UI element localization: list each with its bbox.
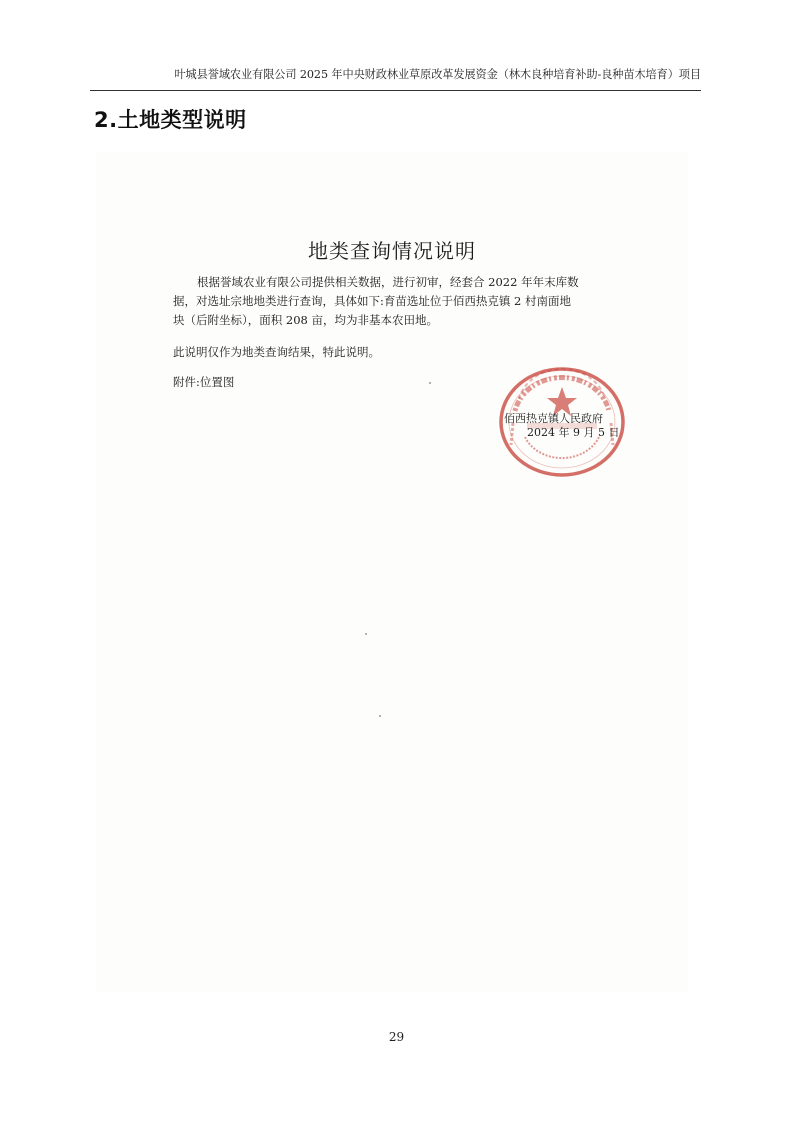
signing-date: 2024 年 9 月 5 日 (527, 426, 620, 439)
scan-paragraph (173, 273, 613, 330)
scanned-document (97, 153, 687, 991)
paragraph-line: 据，对选址宗地地类进行查询，具体如下:育苗选址位于佰西热克镇 2 村南面地 (173, 294, 571, 308)
scan-statement: 此说明仅作为地类查询结果，特此说明。 (173, 345, 380, 359)
page-number: 29 (388, 1030, 405, 1044)
signing-organization: 佰西热克镇人民政府 (504, 412, 603, 425)
running-header: 叶城县誉域农业有限公司 2025 年中央财政林业草原改革发展资金（林木良种培育补助-良种苗木培育）项目 (174, 68, 701, 81)
attachment-note: 附件:位置图 (173, 375, 235, 389)
section-heading: 2.土地类型说明 (94, 108, 247, 132)
scan-speck (365, 633, 367, 635)
scan-speck (429, 382, 431, 384)
scan-title: 地类查询情况说明 (308, 239, 476, 263)
paragraph-line: 根据誉域农业有限公司提供相关数据，进行初审，经套合 2022 年年末库数 (197, 275, 579, 289)
paragraph-line: 块（后附坐标），面积 208 亩，均为非基本农田地。 (173, 313, 439, 327)
scan-speck (379, 715, 381, 717)
header-divider (90, 90, 701, 91)
